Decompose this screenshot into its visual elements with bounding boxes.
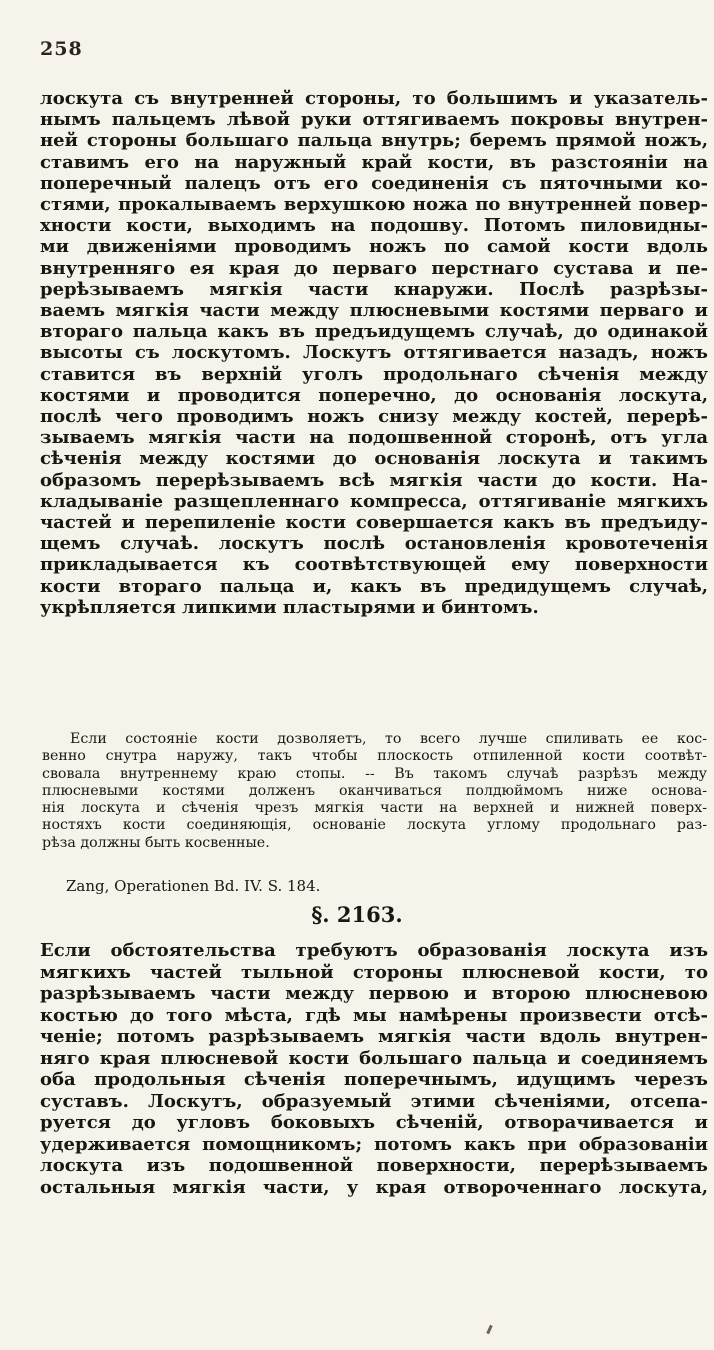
note-line: плюсневыми костями долженъ оканчиваться полдюймомъ ниже основа-: [42, 782, 707, 799]
text-line: ставится въ верхній уголъ продольнаго сѣченія между: [40, 363, 708, 385]
page-number: 258: [40, 38, 83, 60]
text-line: лоскута изъ подошвенной поверхности, перерѣзываемъ: [40, 1155, 708, 1176]
paragraph-2: [40, 940, 708, 1198]
text-line: зываемъ мягкія части на подошвенной сторонѣ, отъ угла: [40, 427, 708, 449]
text-line: образомъ перерѣзываемъ всѣ мягкія части до кости. На-: [40, 469, 708, 491]
text-line: нымъ пальцемъ лѣвой руки оттягиваемъ покровы внутрен-: [40, 109, 708, 131]
note-line: венно снутра наружу, такъ чтобы плоскость отпиленной кости соотвѣт-: [42, 748, 707, 765]
section-title: §. 2163.: [311, 902, 403, 927]
text-line: втораго пальца какъ въ предъидущемъ случаѣ, до одинакой: [40, 321, 708, 343]
text-line: щемъ случаѣ. лоскутъ послѣ остановленія кровотеченія: [40, 533, 708, 555]
note-line: ностяхъ кости соединяющія, основаніе лоскута углому продольнаго раз-: [42, 817, 707, 834]
text-line: высоты съ лоскутомъ. Лоскутъ оттягивается назадъ, ножъ: [40, 342, 708, 364]
note-line: Если состояніе кости дозволяетъ, то всего лучше спиливать ее кос-: [70, 731, 707, 747]
text-line: удерживается помощникомъ; потомъ какъ при образованіи: [40, 1133, 708, 1155]
text-line: Если обстоятельства требуютъ образованія лоскута изъ: [40, 940, 708, 961]
reference: Zang, Operationen Bd. IV. S. 184.: [66, 877, 321, 895]
text-line: кости втораго пальца и, какъ въ предидущемъ случаѣ,: [40, 575, 708, 597]
text-line: оба продольныя сѣченія поперечнымъ, идущимъ черезъ: [40, 1069, 708, 1090]
text-line: укрѣпляется липкими пластырями и бинтомъ.: [40, 596, 539, 618]
text-line: ченіе; потомъ разрѣзываемъ мягкія части вдоль внутрен-: [40, 1026, 708, 1047]
text-line: лоскута съ внутренней стороны, то большимъ и указатель-: [40, 88, 708, 109]
note-line: нія лоскута и сѣченія чрезъ мягкія части на верхней и нижней поверх-: [42, 800, 707, 817]
text-line: разрѣзываемъ части между первою и второю плюсневою: [40, 983, 708, 1004]
text-line: костями и проводится поперечно, до основанія лоскута,: [40, 384, 708, 406]
text-line: рерѣзываемъ мягкія части кнаружи. Послѣ разрѣзы-: [40, 278, 708, 300]
text-line: мягкихъ частей тыльной стороны плюсневой кости, то: [40, 961, 708, 983]
text-line: ставимъ его на наружный край кости, въ разстояніи на: [40, 151, 708, 173]
text-line: ваемъ мягкія части между плюсневыми костями перваго и: [40, 300, 708, 322]
text-line: ней стороны большаго пальца внутрь; беремъ прямой ножъ,: [40, 130, 708, 152]
text-line: суставъ. Лоскутъ, образуемый этими сѣченіями, отсепа-: [40, 1090, 708, 1112]
text-line: руется до угловъ боковыхъ сѣченій, отворачивается и: [40, 1112, 708, 1133]
text-line: послѣ чего проводимъ ножъ снизу между костей, перерѣ-: [40, 406, 708, 428]
text-line: костью до того мѣста, гдѣ мы намѣрены произвести отсѣ-: [40, 1004, 708, 1026]
text-line: сѣченія между костями до основанія лоскута и такимъ: [40, 448, 708, 470]
text-line: частей и перепиленіе кости совершается какъ въ предъиду-: [40, 512, 708, 534]
text-line: остальныя мягкія части, у края отвороченнаго лоскута,: [40, 1176, 708, 1198]
text-line: ми движеніями проводимъ ножъ по самой кости вдоль: [40, 236, 708, 258]
text-line: стями, прокалываемъ верхушкою ножа по внутренней повер-: [40, 194, 708, 216]
paragraph-1: [40, 88, 708, 618]
text-line: хности кости, выходимъ на подошву. Потомъ пиловидны-: [40, 215, 708, 237]
text-line: кладываніе разщепленнаго компресса, оттягиваніе мягкихъ: [40, 490, 708, 512]
ink-mark: [486, 1325, 493, 1334]
text-line: прикладывается къ соотвѣтствующей ему поверхности: [40, 554, 708, 576]
footnote: [42, 731, 707, 852]
note-line: рѣза должны быть косвенные.: [42, 834, 270, 851]
text-line: няго края плюсневой кости большаго пальца и соединяемъ: [40, 1047, 708, 1069]
note-line: свовала внутреннему краю стопы. -- Въ такомъ случаѣ разрѣзъ между: [42, 765, 707, 782]
text-line: поперечный палецъ отъ его соединенія съ пяточными ко-: [40, 172, 708, 194]
text-line: внутренняго ея края до перваго перстнаго сустава и пе-: [40, 257, 708, 279]
